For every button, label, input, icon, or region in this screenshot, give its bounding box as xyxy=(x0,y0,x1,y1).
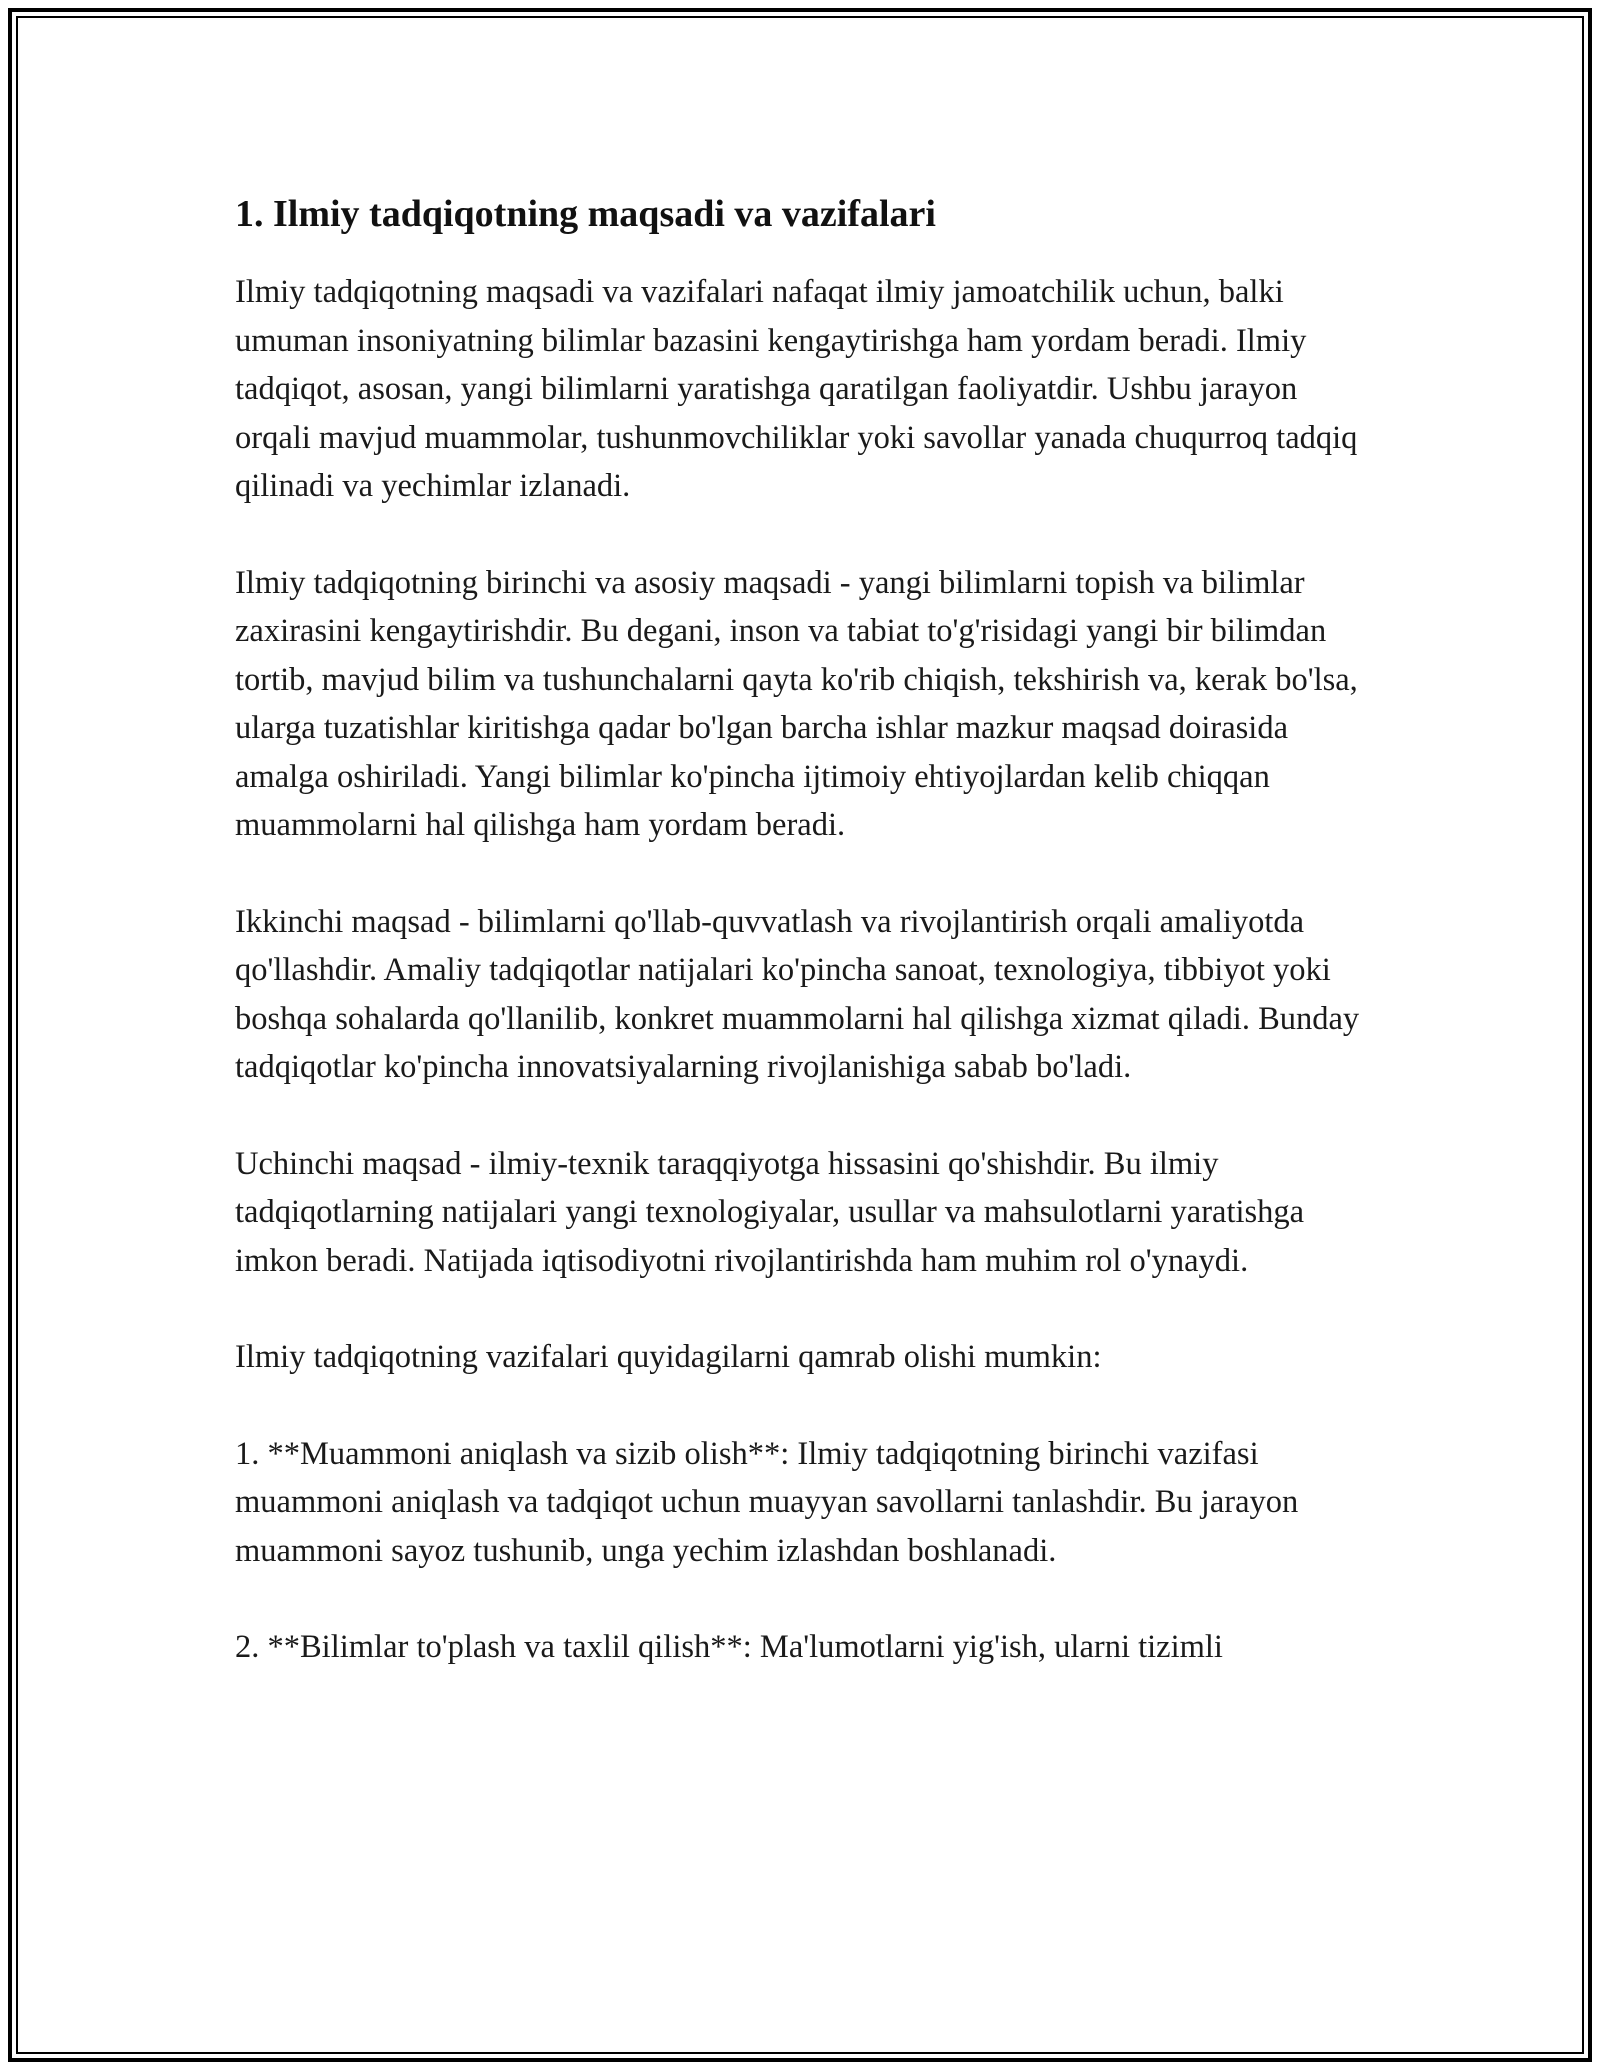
document-body xyxy=(235,188,1375,1720)
paragraph-task-1: 1. **Muammoni aniqlash va sizib olish**: Ilmiy tadqiqotning birinchi vazifasi muammoni aniqlash va tadqiqot uchun muayyan savollarni tanlashdir. Bu jarayon muammoni sayoz tushunib, unga yechim izlashdan boshlanadi. xyxy=(235,1435,1299,1569)
paragraph-second-goal: Ikkinchi maqsad - bilimlarni qo'llab-quvvatlash va rivojlantirish orqali amaliyotda qo'llashdir. Amaliy tadqiqotlar natijalari ko'pincha sanoat, texnologiya, tibbiyot yoki boshqa sohalarda qo'llanilib, konkret muammolarni hal qilishga xizmat qiladi. Bunday tadqiqotlar ko'pincha innovatsiyalarning rivojlanishiga sabab bo'ladi. xyxy=(235,903,1360,1085)
paragraph-third-goal: Uchinchi maqsad - ilmiy-texnik taraqqiyotga hissasini qo'shishdir. Bu ilmiy tadqiqotlarning natijalari yangi texnologiyalar, usullar va mahsulotlarni yaratishga imkon beradi. Natijada iqtisodiyotni rivojlantirishda ham muhim rol o'ynaydi. xyxy=(235,1145,1305,1279)
paragraph-tasks-intro: Ilmiy tadqiqotning vazifalari quyidagilarni qamrab olishi mumkin: xyxy=(235,1339,1102,1375)
section-heading: 1. Ilmiy tadqiqotning maqsadi va vazifalari xyxy=(235,193,936,235)
paragraph-intro: Ilmiy tadqiqotning maqsadi va vazifalari nafaqat ilmiy jamoatchilik uchun, balki umuman insoniyatning bilimlar bazasini kengaytirishga ham yordam beradi. Ilmiy tadqiqot, asosan, yangi bilimlarni yaratishga qaratilgan faoliyatdir. Ushbu jarayon orqali mavjud muammolar, tushunmovchiliklar yoki savollar yanada chuqurroq tadqiq qilinadi va yechimlar izlanadi. xyxy=(235,274,1358,504)
paragraph-first-goal: Ilmiy tadqiqotning birinchi va asosiy maqsadi - yangi bilimlarni topish va bilimlar zaxirasini kengaytirishdir. Bu degani, inson va tabiat to'g'risidagi yangi bir bilimdan tortib, mavjud bilim va tushunchalarni qayta ko'rib chiqish, tekshirish va, kerak bo'lsa, ularga tuzatishlar kiritishga qadar bo'lgan barcha ishlar mazkur maqsad doirasida amalga oshiriladi. Yangi bilimlar ko'pincha ijtimoiy ehtiyojlardan kelib chiqqan muammolarni hal qilishga ham yordam beradi. xyxy=(235,564,1358,843)
paragraph-task-2: 2. **Bilimlar to'plash va taxlil qilish**: Ma'lumotlarni yig'ish, ularni tizimli xyxy=(235,1629,1223,1665)
